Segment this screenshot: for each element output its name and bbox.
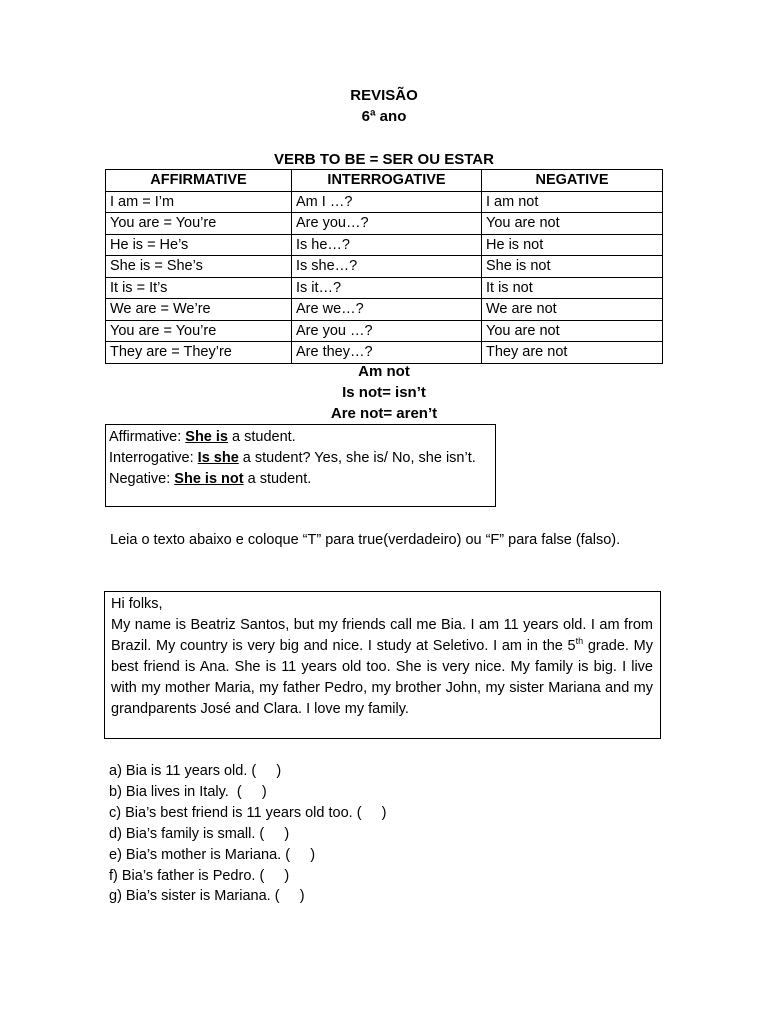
cell-affirmative: It is = It’s bbox=[106, 277, 292, 299]
cell-affirmative: You are = You’re bbox=[106, 320, 292, 342]
reading-paragraph bbox=[111, 615, 653, 720]
example-label: Affirmative: bbox=[109, 429, 186, 445]
example-rest: a student? Yes, she is/ No, she isn’t. bbox=[238, 449, 476, 466]
table-title: VERB TO BE = SER OU ESTAR bbox=[274, 151, 494, 168]
contraction-are-not: Are not= aren’t bbox=[330, 405, 438, 422]
cell-interrogative: Is it…? bbox=[292, 277, 482, 299]
reading-text-part: grade. My best friend is Ana. She is 11 years old too. She is very nice. My family is big. I live with my mother Maria, my father Pedro, my brother John, my sister Mariana and my grandparents José and Clara. I love my family. bbox=[111, 637, 654, 717]
cell-affirmative: I am = I’m bbox=[106, 191, 292, 213]
cell-affirmative: He is = He’s bbox=[106, 234, 292, 256]
reading-text-part: My name is Beatriz Santos, but my friends call me Bia. I am 11 years old. I am from Brazil. My country is very big and nice. I study at Seletivo. I am in the 5 bbox=[111, 616, 653, 654]
question-item: e) Bia’s mother is Mariana. ( ) bbox=[109, 846, 316, 863]
question-item: d) Bia’s family is small. ( ) bbox=[109, 825, 290, 842]
cell-affirmative: We are = We’re bbox=[106, 299, 292, 321]
reading-text-box bbox=[104, 591, 661, 739]
header-interrogative: INTERROGATIVE bbox=[292, 170, 482, 192]
cell-negative: I am not bbox=[482, 191, 663, 213]
instruction-text: Leia o texto abaixo e coloque “T” para true(verdadeiro) ou “F” para false (falso). bbox=[110, 532, 621, 548]
cell-interrogative: Are they…? bbox=[292, 342, 482, 364]
table-row bbox=[106, 342, 663, 364]
cell-negative: You are not bbox=[482, 213, 663, 235]
table-row bbox=[106, 213, 663, 235]
table-row bbox=[106, 277, 663, 299]
table-header-row bbox=[106, 170, 663, 192]
true-false-questions bbox=[109, 761, 387, 907]
cell-affirmative: They are = They’re bbox=[106, 342, 292, 364]
question-item: a) Bia is 11 years old. ( ) bbox=[109, 763, 282, 779]
example-verb: She is not bbox=[174, 470, 244, 487]
verb-to-be-table bbox=[105, 169, 663, 364]
cell-negative: She is not bbox=[482, 256, 663, 278]
cell-affirmative: You are = You’re bbox=[106, 213, 292, 235]
table-row bbox=[106, 320, 663, 342]
cell-negative: They are not bbox=[482, 342, 663, 364]
table-row bbox=[106, 191, 663, 213]
example-interrogative bbox=[109, 448, 491, 469]
example-label: Interrogative: bbox=[109, 449, 198, 466]
table-row bbox=[106, 256, 663, 278]
example-rest: a student. bbox=[228, 429, 296, 445]
contraction-am-not: Am not bbox=[358, 363, 410, 380]
cell-interrogative: Is she…? bbox=[292, 256, 482, 278]
example-affirmative bbox=[109, 427, 491, 448]
cell-negative: It is not bbox=[482, 277, 663, 299]
question-item: g) Bia’s sister is Mariana. ( ) bbox=[109, 888, 305, 905]
page-title: REVISÃO bbox=[350, 87, 418, 104]
example-rest: a student. bbox=[243, 470, 312, 487]
cell-negative: You are not bbox=[482, 320, 663, 342]
page-subtitle: 6ª ano bbox=[361, 108, 407, 125]
header-affirmative: AFFIRMATIVE bbox=[106, 170, 292, 192]
question-item: c) Bia’s best friend is 11 years old too. ( ) bbox=[109, 804, 387, 821]
cell-interrogative: Are we…? bbox=[292, 299, 482, 321]
examples-box bbox=[105, 424, 496, 507]
ordinal-suffix: th bbox=[575, 635, 584, 646]
cell-negative: We are not bbox=[482, 299, 663, 321]
table-row bbox=[106, 234, 663, 256]
question-item: b) Bia lives in Italy. ( ) bbox=[109, 783, 267, 800]
cell-interrogative: Are you …? bbox=[292, 320, 482, 342]
example-verb: Is she bbox=[197, 449, 239, 466]
cell-interrogative: Are you…? bbox=[292, 213, 482, 235]
example-negative bbox=[109, 469, 491, 490]
example-verb: She is bbox=[185, 429, 228, 445]
table-row bbox=[106, 299, 663, 321]
example-label: Negative: bbox=[109, 470, 175, 487]
reading-greeting: Hi folks, bbox=[111, 596, 163, 612]
cell-interrogative: Am I …? bbox=[292, 191, 482, 213]
cell-interrogative: Is he…? bbox=[292, 234, 482, 256]
question-item: f) Bia’s father is Pedro. ( ) bbox=[109, 867, 290, 884]
header-negative: NEGATIVE bbox=[482, 170, 663, 192]
cell-affirmative: She is = She’s bbox=[106, 256, 292, 278]
cell-negative: He is not bbox=[482, 234, 663, 256]
contraction-is-not: Is not= isn’t bbox=[342, 384, 426, 401]
